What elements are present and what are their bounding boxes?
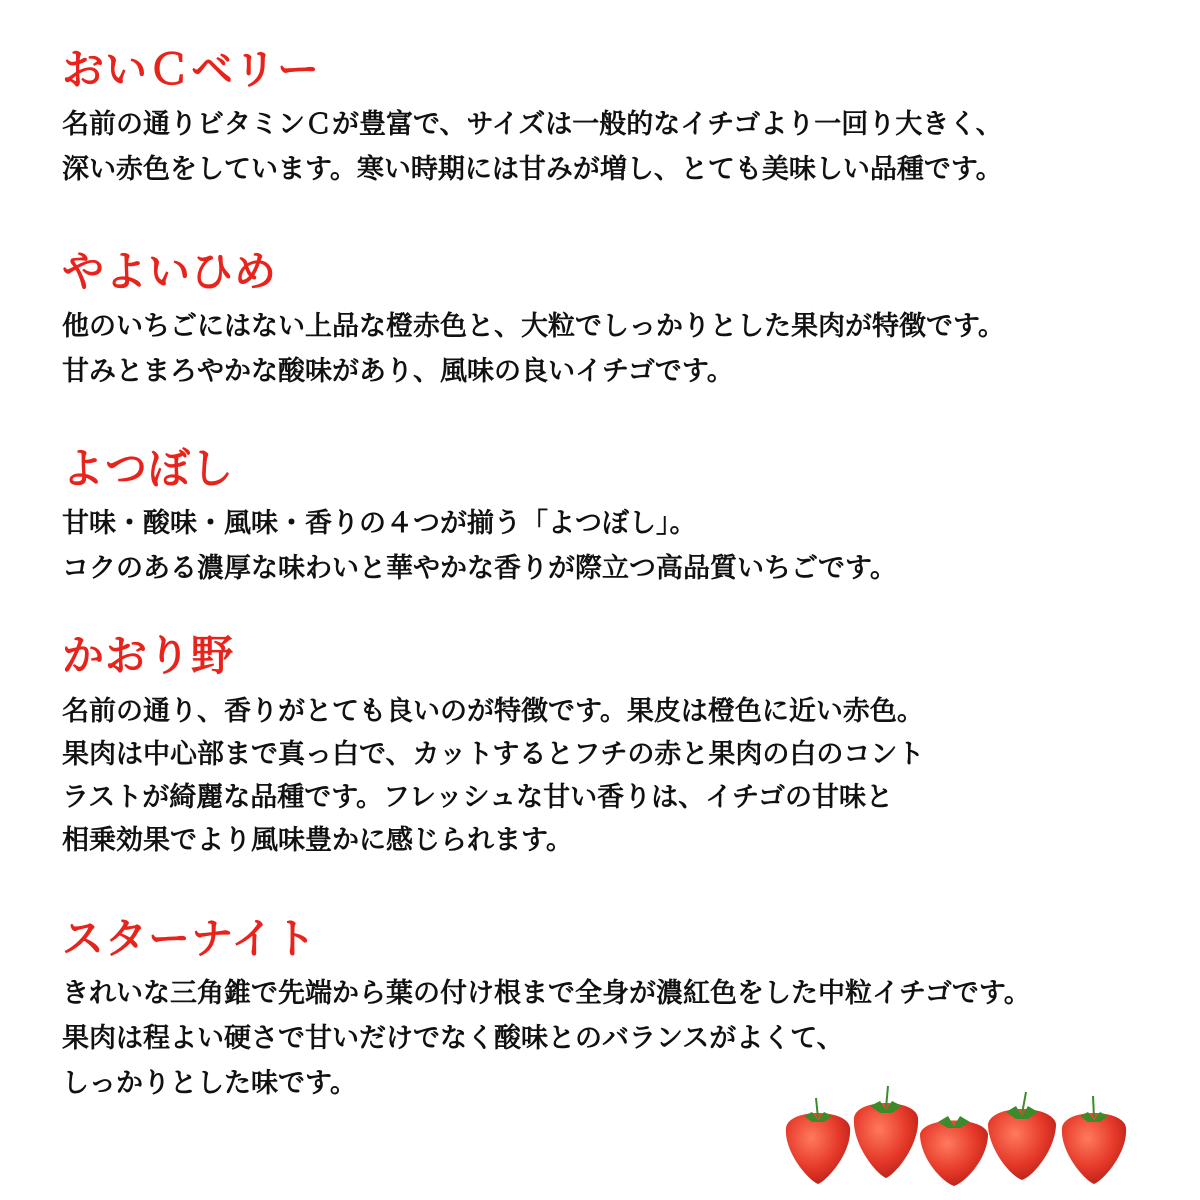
strawberry-icon bbox=[1062, 1096, 1126, 1184]
variety-title: やよいひめ bbox=[62, 247, 278, 296]
description-line: しっかりとした味です。 bbox=[62, 1068, 357, 1099]
description-line: 果肉は中心部まで真っ白で、カットするとフチの赤と果肉の白のコント bbox=[62, 739, 925, 770]
description-line: 名前の通り、香りがとても良いのが特徴です。果皮は橙色に近い赤色。 bbox=[62, 696, 924, 727]
variety-oi-c-berry bbox=[62, 46, 1170, 198]
strawberry-icon bbox=[988, 1092, 1056, 1180]
description-line: 他のいちごにはない上品な橙赤色と、大粒でしっかりとした果肉が特徴です。 bbox=[62, 311, 1005, 342]
strawberry-icon bbox=[920, 1116, 988, 1186]
variety-kaorino bbox=[62, 632, 1170, 866]
description-line: 相乗効果でより風味豊かに感じられます。 bbox=[62, 825, 573, 856]
strawberry-icon bbox=[786, 1098, 850, 1184]
description-line: ラストが綺麗な品種です。フレッシュな甘い香りは、イチゴの甘味と bbox=[62, 782, 894, 813]
variety-yotsuboshi bbox=[62, 445, 1170, 597]
variety-title: かおり野 bbox=[62, 631, 235, 680]
description-line: 果肉は程よい硬さで甘いだけでなく酸味とのバランスがよくて、 bbox=[62, 1023, 844, 1054]
description-line: きれいな三角錐で先端から葉の付け根まで全身が濃紅色をした中粒イチゴです。 bbox=[62, 978, 1031, 1009]
variety-title: よつぼし bbox=[62, 444, 235, 493]
strawberries-illustration bbox=[778, 1080, 1138, 1190]
description-line: 名前の通りビタミンＣが豊富で、サイズは一般的なイチゴより一回り大きく、 bbox=[62, 109, 1003, 140]
description-line: 甘みとまろやかな酸味があり、風味の良いイチゴです。 bbox=[62, 356, 734, 387]
variety-title: スターナイト bbox=[62, 914, 318, 963]
strawberry-icon bbox=[854, 1086, 918, 1178]
description-line: 甘味・酸味・風味・香りの４つが揃う「よつぼし」。 bbox=[62, 508, 697, 539]
description-line: 深い赤色をしています。寒い時期には甘みが増し、とても美味しい品種です。 bbox=[62, 154, 1003, 185]
description-line: コクのある濃厚な味わいと華やかな香りが際立つ高品質いちごです。 bbox=[62, 553, 897, 584]
variety-title: おいＣベリー bbox=[62, 45, 321, 94]
variety-yayoihime bbox=[62, 248, 1170, 400]
